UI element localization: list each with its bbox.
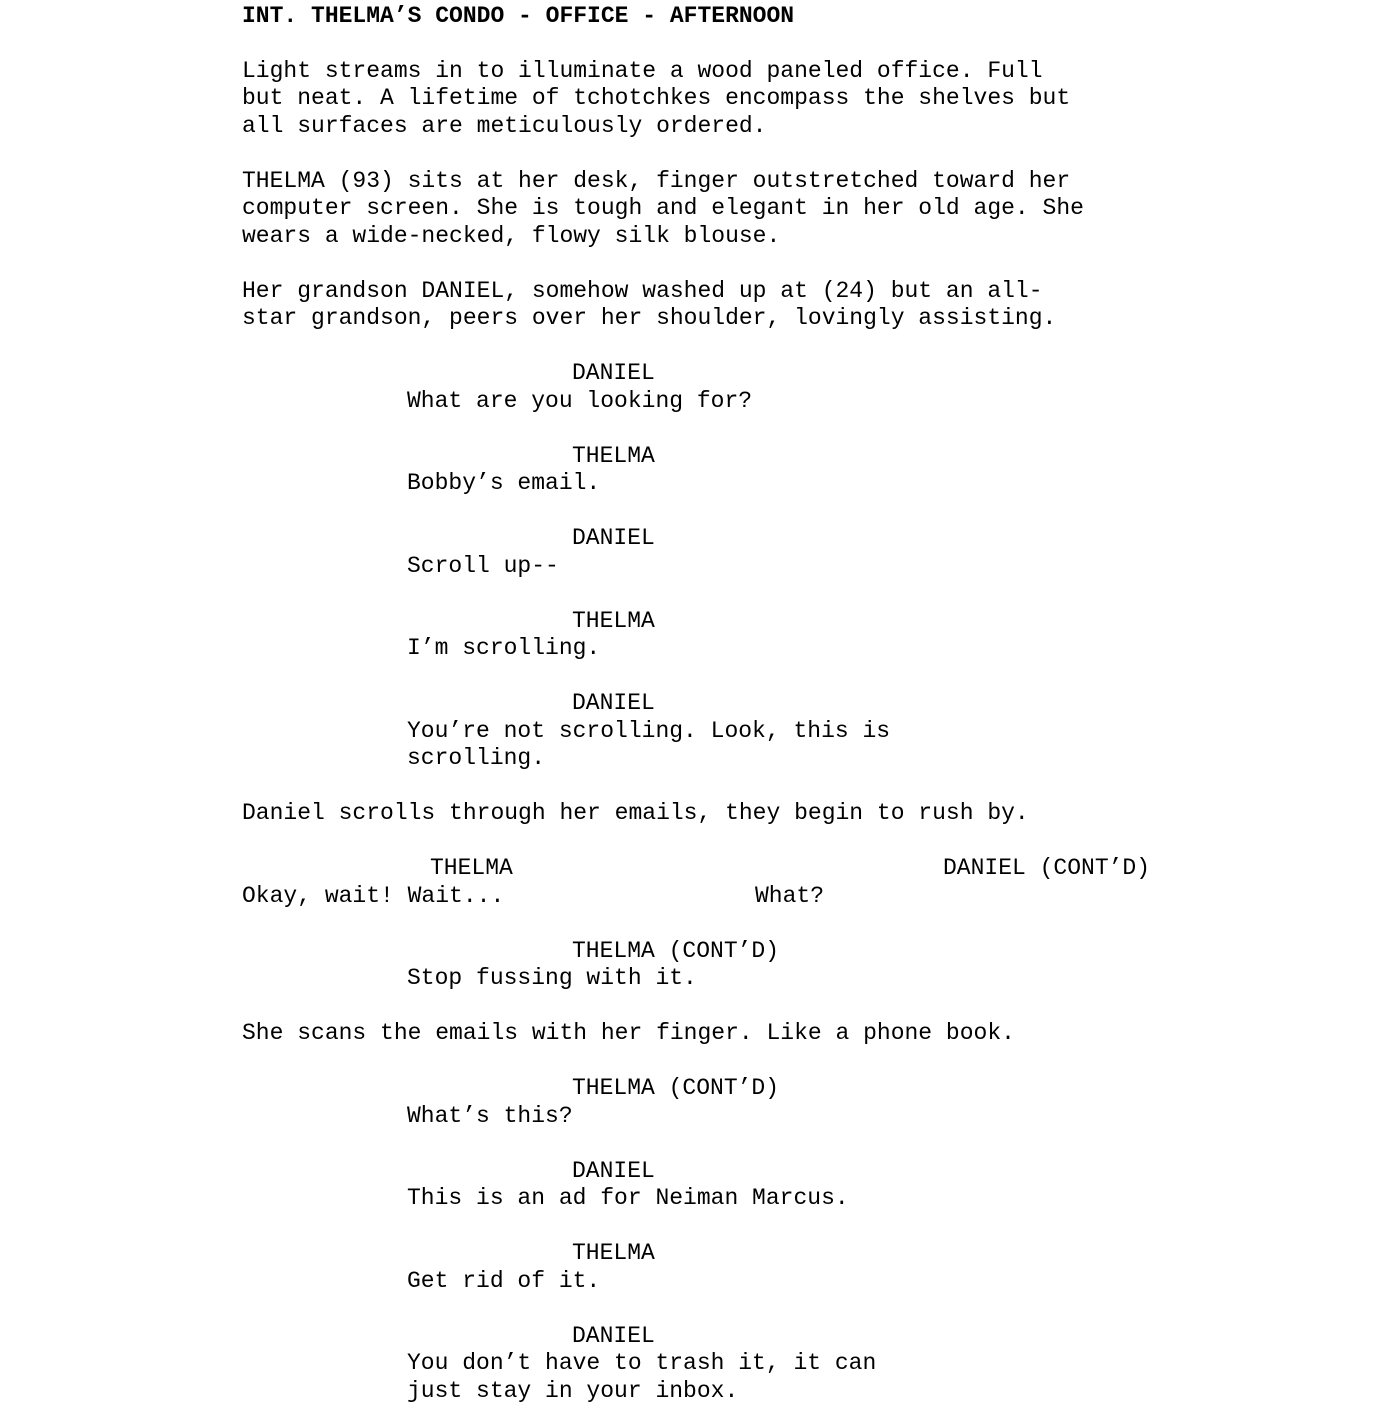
dialogue-line: scrolling.	[407, 745, 546, 771]
dialogue-line: This is an ad for Neiman Marcus.	[407, 1185, 849, 1211]
character-cue: THELMA (CONT’D)	[572, 1075, 780, 1101]
character-cue: DANIEL	[572, 1158, 655, 1184]
dialogue-line: I’m scrolling.	[407, 635, 601, 661]
character-cue: DANIEL	[572, 360, 655, 386]
character-cue: DANIEL	[572, 525, 655, 551]
action-line: Daniel scrolls through her emails, they begin to rush by.	[242, 800, 1029, 826]
dual-dialogue-line-right: What?	[755, 883, 825, 909]
action-line: She scans the emails with her finger. Like a phone book.	[242, 1020, 1015, 1046]
dual-character-cue-right: DANIEL (CONT’D)	[943, 855, 1151, 881]
character-cue: THELMA (CONT’D)	[572, 938, 780, 964]
action-line: but neat. A lifetime of tchotchkes encompass the shelves but	[242, 85, 1071, 111]
action-line: computer screen. She is tough and elegant in her old age. She	[242, 195, 1084, 221]
action-line: Light streams in to illuminate a wood paneled office. Full	[242, 58, 1043, 84]
character-cue: DANIEL	[572, 690, 655, 716]
dialogue-line: You’re not scrolling. Look, this is	[407, 718, 891, 744]
dialogue-line: Scroll up--	[407, 553, 559, 579]
action-line: all surfaces are meticulously ordered.	[242, 113, 767, 139]
scene-heading: INT. THELMA’S CONDO - OFFICE - AFTERNOON	[242, 3, 795, 29]
character-cue: THELMA	[572, 1240, 655, 1266]
dialogue-line: Stop fussing with it.	[407, 965, 697, 991]
character-cue: DANIEL	[572, 1323, 655, 1349]
dialogue-line: What’s this?	[407, 1103, 573, 1129]
dual-character-cue-left: THELMA	[430, 855, 513, 881]
action-line: star grandson, peers over her shoulder, lovingly assisting.	[242, 305, 1057, 331]
dialogue-line: Get rid of it.	[407, 1268, 601, 1294]
dialogue-line: just stay in your inbox.	[407, 1378, 739, 1404]
character-cue: THELMA	[572, 443, 655, 469]
action-line: wears a wide-necked, flowy silk blouse.	[242, 223, 781, 249]
action-line: THELMA (93) sits at her desk, finger outstretched toward her	[242, 168, 1071, 194]
action-line: Her grandson DANIEL, somehow washed up at (24) but an all-	[242, 278, 1043, 304]
dual-dialogue-line-left: Okay, wait! Wait...	[242, 883, 505, 909]
dialogue-line: You don’t have to trash it, it can	[407, 1350, 877, 1376]
character-cue: THELMA	[572, 608, 655, 634]
dialogue-line: What are you looking for?	[407, 388, 753, 414]
dialogue-line: Bobby’s email.	[407, 470, 601, 496]
